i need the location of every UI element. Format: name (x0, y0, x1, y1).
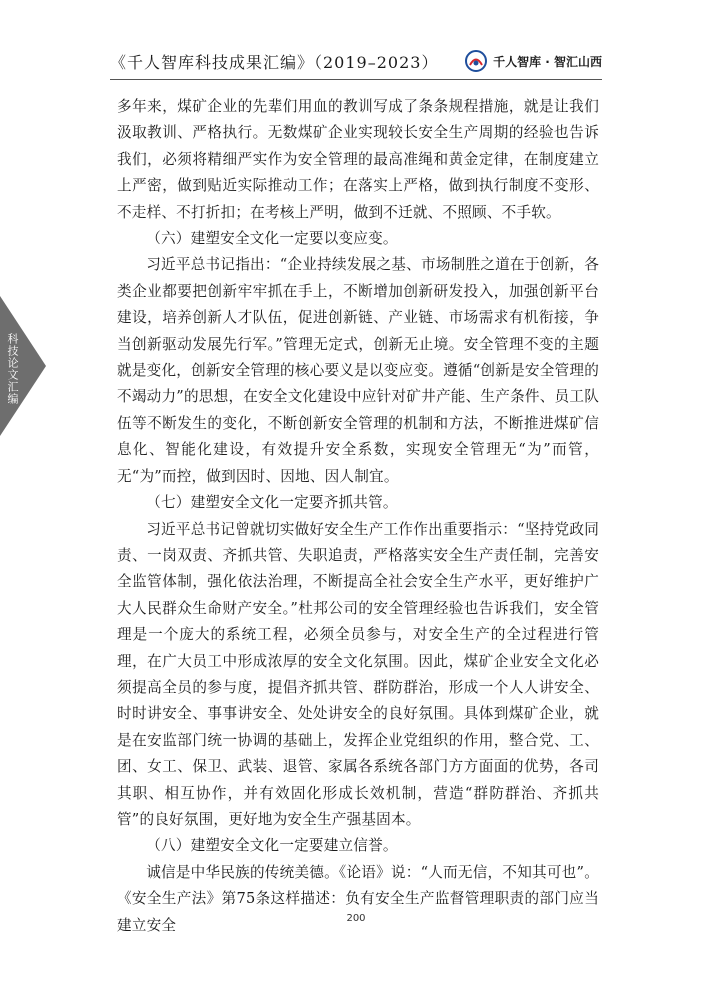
paragraph: 习近平总书记曾就切实做好安全生产工作作出重要指示：“坚持党政同责、一岗双责、齐抓共管、失职追责，严格落实安全生产责任制，完善安全监管体制，强化依法治理，不断提高全社会安全生产水平，更好维护广大人民群众生命财产安全。”杜邦公司的安全管理经验也告诉我们，安全管理是一个庞大的系统工程，必须全员参与，对安全生产的全过程进行管理，在广大员工中形成浓厚的安全文化氛围。因此，煤矿企业安全文化必须提高全员的参与度，提倡齐抓共管、群防群治，形成一个人人讲安全、时时讲安全、事事讲安全、处处讲安全的良好氛围。具体到煤矿企业，就是在安监部门统一协调的基础上，发挥企业党组织的作用，整合党、工、团、女工、保卫、武装、退管、家属各系统各部门方方面面的优势，各司其职、相互协作，并有效固化形成长效机制，营造“群防群治、齐抓共管”的良好氛围，更好地为安全生产强基固本。 (117, 520, 599, 828)
section-side-tab (0, 296, 46, 436)
page-header (110, 48, 602, 80)
body-text (117, 94, 599, 939)
section-heading: （七）建塑安全文化一定要齐抓共管。 (146, 494, 398, 512)
paragraph: 多年来，煤矿企业的先辈们用血的教训写成了条条规程措施，就是让我们汲取教训、严格执行。无数煤矿企业实现较长安全生产周期的经验也告诉我们，必须将精细严实作为安全管理的最高准绳和黄金定律，在制度建立上严密，做到贴近实际推动工作；在落实上严格，做到执行制度不变形、不走样、不打折扣；在考核上严明，做到不迁就、不照顾、不手软。 (117, 98, 599, 221)
side-tab-label: 科技论文汇编 (6, 333, 19, 405)
paragraph: 诚信是中华民族的传统美德。《论语》说：“人而无信，不知其可也”。《安全生产法》第75条这样描述：负有安全生产监督管理职责的部门应当建立安全 (117, 863, 599, 934)
section-heading: （八）建塑安全文化一定要建立信誉。 (146, 837, 398, 855)
page-number: 200 (346, 913, 366, 924)
book-title: 《千人智库科技成果汇编》（2019–2023） (110, 53, 439, 72)
section-heading: （六）建塑安全文化一定要以变应变。 (146, 230, 398, 248)
logo-text: 千人智库 · 智汇山西 (493, 54, 602, 69)
think-tank-logo-icon (465, 50, 487, 72)
paragraph: 习近平总书记指出：“企业持续发展之基、市场制胜之道在于创新，各类企业都要把创新牢牢抓在手上，不断增加创新研发投入，加强创新平台建设，培养创新人才队伍，促进创新链、产业链、市场需求有机衔接，争当创新驱动发展先行军。”管理无定式，创新无止境。安全管理不变的主题就是变化，创新安全管理的核心要义是以变应变。遵循“创新是安全管理的不竭动力”的思想，在安全文化建设中应针对矿井产能、生产条件、员工队伍等不断发生的变化，不断创新安全管理的机制和方法，不断推进煤矿信息化、智能化建设，有效提升安全系数，实现安全管理无“为”而管，无“为”而控，做到因时、因地、因人制宜。 (117, 256, 599, 485)
publisher-logo (465, 48, 602, 74)
header-divider (110, 79, 602, 80)
